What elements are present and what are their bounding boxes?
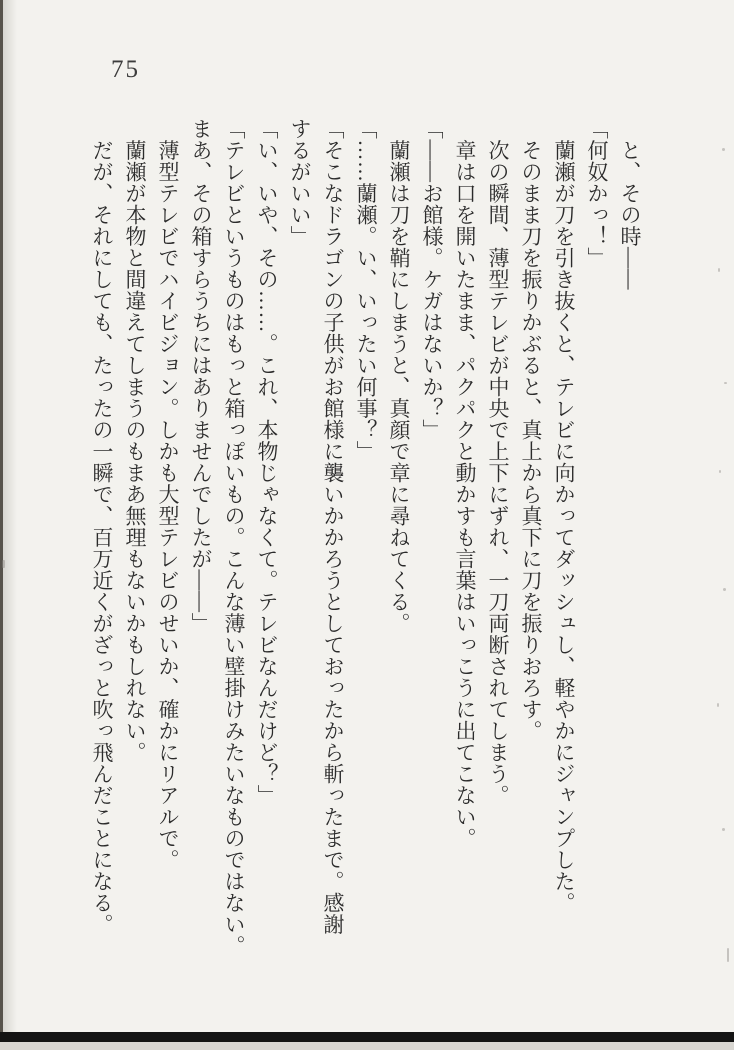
text-line: と、その時―― bbox=[618, 118, 642, 290]
scan-speck bbox=[727, 948, 729, 962]
text-line: 章は口を開いたまま、パクパクと動かすも言葉はいっこうに出てこない。 bbox=[453, 118, 477, 849]
text-line: 「……蘭瀬。い、いったい何事？」 bbox=[354, 118, 378, 462]
text-line: 「何奴かっ！」 bbox=[585, 118, 609, 269]
scan-speck bbox=[719, 470, 721, 473]
text-line: 「い、いや、その……。これ、本物じゃなくて。テレビなんだけど？」 bbox=[255, 118, 279, 806]
scan-speck bbox=[717, 703, 719, 707]
scan-speck bbox=[722, 828, 725, 831]
scan-speck bbox=[2, 560, 5, 568]
scan-speck bbox=[722, 148, 725, 151]
text-line: 「――お館様。ケガはないか？」 bbox=[420, 118, 444, 441]
text-line: するがいい」 bbox=[288, 118, 312, 247]
page-bottom-edge bbox=[0, 1032, 734, 1042]
text-line: だが、それにしても、たったの一瞬で、百万近くがざっと吹っ飛んだことになる。 bbox=[90, 118, 114, 935]
text-line: 薄型テレビでハイビジョン。しかも大型テレビのせいか、確かにリアルで。 bbox=[156, 118, 180, 871]
text-line: 「そこなドラゴンの子供がお館様に襲いかかろうとしておったから斬ったまで。感謝 bbox=[321, 118, 345, 935]
text-line: 蘭瀬は刀を鞘にしまうと、真顔で章に尋ねてくる。 bbox=[387, 118, 411, 634]
text-line: 「テレビというものはもっと箱っぽいもの。こんな薄い壁掛けみたいなものではない。 bbox=[222, 118, 246, 957]
text-line: 蘭瀬が刀を引き抜くと、テレビに向かってダッシュし、軽やかにジャンプした。 bbox=[552, 118, 576, 914]
page-gutter-shadow bbox=[3, 0, 17, 1050]
body-text bbox=[85, 118, 646, 963]
text-line: まあ、その箱すらうちにはありませんでしたが――」 bbox=[189, 118, 213, 634]
scan-speck bbox=[718, 268, 720, 272]
page-number: 75 bbox=[111, 56, 140, 83]
scan-speck bbox=[723, 588, 726, 591]
text-line: 蘭瀬が本物と間違えてしまうのもまあ無理もないかもしれない。 bbox=[123, 118, 147, 763]
scan-speck bbox=[724, 382, 727, 384]
page-bottom-margin bbox=[0, 1042, 734, 1050]
text-line: そのまま刀を振りかぶると、真上から真下に刀を振りおろす。 bbox=[519, 118, 543, 742]
text-line: 次の瞬間、薄型テレビが中央で上下にずれ、一刀両断されてしまう。 bbox=[486, 118, 510, 806]
